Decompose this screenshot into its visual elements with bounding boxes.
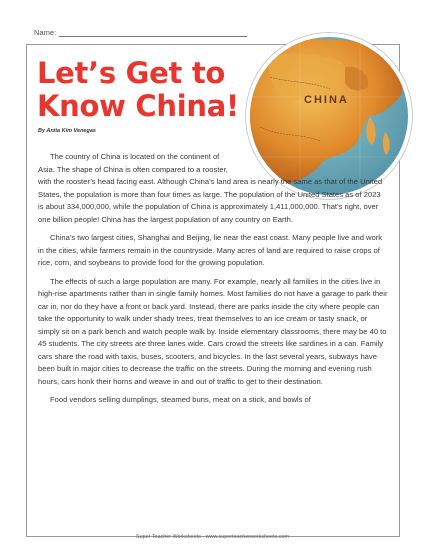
article-author: By Anita Kim Venegas — [38, 128, 96, 134]
article-body — [38, 151, 388, 413]
paragraph-1-line-1: The country of China is located on the continent of — [50, 152, 220, 161]
paragraph-1-line-2: Asia. The shape of China is often compared to a rooster, — [38, 164, 228, 174]
paragraph-1-rest: with the rooster’s head facing east. Although China’s land area is nearly the same as that of the United States, the population is more than four times as large. The population of the United States as of 2023 is about 334,000,000, while the population of China is approximately 1,411,000,000. That’s right, over one billion people! China has the largest population of any country on Earth. — [38, 177, 383, 224]
globe-china-label: CHINA — [304, 94, 349, 106]
name-label: Name: — [34, 28, 57, 37]
article-title: Let’s Get to Know China! — [37, 56, 239, 123]
footer-credit: Super Teacher Worksheets - www.superteacherworksheets.com — [136, 534, 289, 540]
paragraph-4: Food vendors selling dumplings, steamed buns, meat on a stick, and bowls of — [50, 395, 311, 404]
name-input-line[interactable] — [59, 28, 247, 37]
paragraph-3: The effects of such a large population are many. For example, nearly all families in the cities live in high-rise apartments rather than in single family homes. Most families do not have a garage to park their car in, nor do they have a front or back yard. Instead, there are parks inside the city where people can take the opportunity to walk under shady trees, treat themselves to an ice cream or tasty snack, or simply sit on a park bench and watch people walk by. Inside elementary classrooms, there may be 40 to 45 students. The city streets are three lanes wide. Cars crowd the streets like sardines in a can. Family cars share the road with taxis, buses, scooters, and bicycles. In the last several years, subways have been built in major cities to decrease the traffic on the streets. During the morning and evening rush hours, cars honk their horns and weave in and out of traffic to get to their destination. — [38, 276, 388, 386]
name-field-row — [34, 28, 247, 37]
paragraph-2: China’s two largest cities, Shanghai and Beijing, lie near the east coast. Many people live and work in the cities, while farmers remain in the countryside. Many acres of land are required to raise crops of rice, corn, and soybeans to provide food for the growing population. — [38, 233, 383, 267]
